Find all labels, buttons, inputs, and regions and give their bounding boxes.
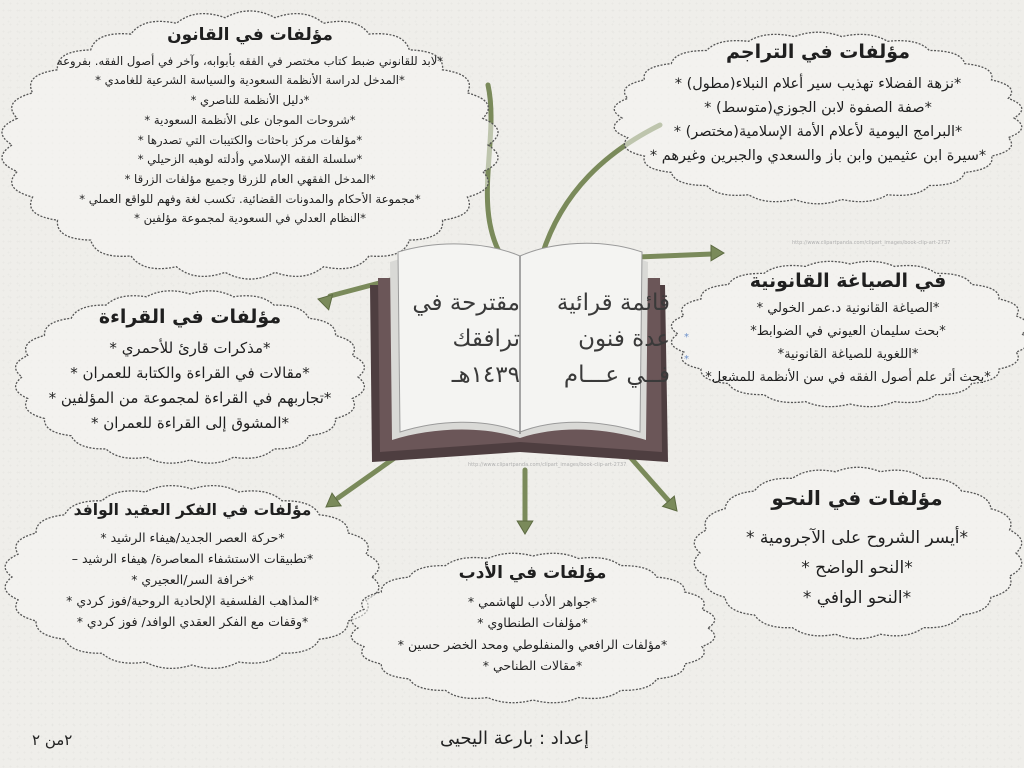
list-item: *مؤلفات الطنطاوي * <box>477 615 588 630</box>
list-item: *لابد للقانوني ضبط كتاب مختصر في الفقه بأبوابه، وآخر في أصول الفقه. بفروعه <box>56 53 444 68</box>
arrow-head-literature <box>517 521 533 534</box>
cloud-reading-title: مؤلفات في القراءة <box>98 306 282 328</box>
list-item: *دليل الأنظمة للناصري * <box>190 93 310 108</box>
book-left-line-1: مقترحة في <box>412 290 520 316</box>
list-item: *سلسلة الفقه الإسلامي وأدلته لوهبه الزحيلي * <box>137 152 363 167</box>
list-item: *شروحات الموجان على الأنظمة السعودية * <box>144 112 356 127</box>
star-mark-icon: * <box>684 354 689 365</box>
star-mark-icon: * <box>684 332 689 343</box>
list-item: *جواهر الأدب للهاشمي * <box>467 593 598 609</box>
list-item: *مذكرات قارئ للأحمري * <box>109 339 271 357</box>
list-item: *مقالات في القراءة والكتابة للعمران * <box>70 364 310 382</box>
cloud-biographies <box>618 40 1018 168</box>
list-item: *أيسر الشروح على الآجرومية * <box>745 528 969 548</box>
list-item: *مؤلفات الرافعي والمنفلوطي ومحد الخضر حسين * <box>397 636 668 652</box>
cloud-law <box>15 26 485 229</box>
book-right-line-3: فــي عـــام <box>563 362 670 388</box>
list-item: *صفة الصفوة لابن الجوزي(متوسط) * <box>704 100 932 116</box>
list-item: *مقالات الطناحي * <box>482 658 583 673</box>
cloud-legal-drafting <box>680 270 1016 389</box>
list-item: *بحث أثر علم أصول الفقه في سن الأنظمة للمشعل* <box>705 370 991 385</box>
cloud-reading <box>25 305 355 436</box>
cloud-literature <box>360 563 705 677</box>
list-item: *وقفات مع الفكر العقدي الوافد/ فوز كردي * <box>76 614 309 629</box>
cloud-grammar <box>702 483 1012 613</box>
list-item: *تطبيقات الاستشفاء المعاصرة/ هيفاء الرشيد – <box>71 551 314 566</box>
author-credit: إعداد : بارعة اليحيى <box>440 728 589 749</box>
list-item: *اللغوية للصياغة القانونية* <box>777 347 919 362</box>
cloud-bio-title: مؤلفات في التراجم <box>726 41 910 63</box>
drafting-credit-url: http://www.clipartpanda.com/clipart_images/book-clip-art-2737 <box>792 240 951 246</box>
list-item: *مؤلفات مركز باحثات والكتيبات التي تصدرها * <box>137 132 363 147</box>
cloud-imported-thought <box>15 500 370 632</box>
list-item: *البرامج اليومية لأعلام الأمة الإسلامية(مختصر) * <box>673 124 963 140</box>
list-item: *المدخل الفقهي العام للزرقا وجميع مؤلفات الزرقا * <box>124 171 376 186</box>
list-item: *سيرة ابن عثيمين وابن باز والسعدي والجبرين وغيرهم * <box>649 148 987 164</box>
book-left-line-2: ترافقك <box>452 326 520 352</box>
list-item: *بحث سليمان العيوني في الضوابط* <box>750 324 946 339</box>
cloud-thought-title: مؤلفات في الفكر العقيد الوافد <box>73 501 312 519</box>
list-item: *حركة العصر الجديد/هيفاء الرشيد * <box>100 530 285 545</box>
book-right-line-1: قائمة قرائية <box>556 290 670 316</box>
book-credit-url: http://www.clipartpanda.com/clipart_images/book-clip-art-2737 <box>468 462 627 468</box>
book-right-line-2: عدة فنون <box>578 326 670 352</box>
page-number: ٢من ٢ <box>32 731 73 749</box>
list-item: *نزهة الفضلاء تهذيب سير أعلام النبلاء(مطول) * <box>674 76 962 92</box>
book-right-page-text <box>520 285 670 393</box>
cloud-drafting-title: في الصياغة القانونية <box>749 270 947 292</box>
list-item: *المشوق إلى القراءة للعمران * <box>90 414 290 432</box>
list-item: *المدخل لدراسة الأنظمة السعودية والسياسة الشرعية للغامدي * <box>95 73 405 88</box>
list-item: *مجموعة الأحكام والمدونات القضائية. تكسب لغة وفهم للواقع العملي * <box>79 191 421 206</box>
book-left-line-3: ١٤٣٩هـ <box>451 362 520 388</box>
book-left-page-text <box>380 285 520 393</box>
list-item: *خرافة السر/العجيري * <box>131 572 254 587</box>
cloud-law-title: مؤلفات في القانون <box>167 25 333 45</box>
list-item: *المذاهب الفلسفية الإلحادية الروحية/فوز كردي * <box>66 593 319 608</box>
cloud-literature-title: مؤلفات في الأدب <box>458 563 607 583</box>
connector-to-law <box>487 85 505 262</box>
list-item: *الصياغة القانونية د.عمر الخولي * <box>756 301 940 316</box>
list-item: *النحو الوافي * <box>802 588 912 608</box>
list-item: *تجاربهم في القراءة لمجموعة من المؤلفين * <box>48 389 332 407</box>
list-item: *النحو الواضح * <box>801 558 913 578</box>
arrow-head-drafting <box>711 245 724 261</box>
list-item: *النظام العدلي في السعودية لمجموعة مؤلفين * <box>134 211 366 226</box>
cloud-grammar-title: مؤلفات في النحو <box>771 486 943 510</box>
